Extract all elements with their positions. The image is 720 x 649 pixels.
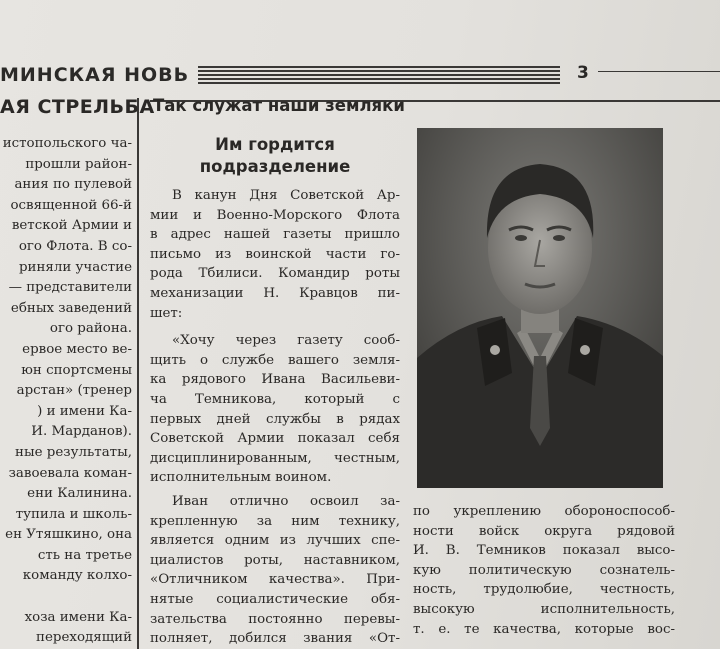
masthead-rule-right — [598, 71, 720, 75]
text-line: мии и Военно-Морского Флота — [150, 207, 400, 223]
text-line: ) и имени Ка- — [37, 403, 132, 419]
text-line: «Хочу через газету сооб- — [172, 333, 400, 349]
text-line: И. Марданов). — [31, 424, 132, 440]
text-line — [0, 587, 132, 608]
article-body — [150, 186, 400, 488]
text-line: хоза имени Ка- — [24, 609, 132, 625]
text-line: В канун Дня Советской Ар- — [172, 188, 400, 203]
text-line: ервое место ве- — [22, 341, 132, 357]
article-body-continued — [150, 492, 400, 649]
text-line: сть на третье — [37, 547, 132, 563]
text-line: ания по пулевой — [14, 177, 132, 193]
text-line: — представители — [8, 280, 132, 296]
text-line: ные результаты, — [15, 444, 132, 460]
text-line: первых дней службы в рядах — [150, 411, 400, 427]
text-line: зательства постоянно перевы- — [150, 611, 400, 627]
text-line: в адрес нашей газеты пришло — [150, 227, 400, 243]
text-line: рода Тбилиси. Командир роты — [150, 266, 400, 282]
page-number: 3 — [577, 63, 589, 83]
text-line: исполнительным воином. — [150, 470, 332, 486]
paragraph-gap — [150, 323, 400, 331]
headline-line: Им гордится — [215, 135, 335, 154]
soldier-photo — [417, 128, 663, 488]
text-line: кую политическую сознатель- — [413, 562, 675, 578]
text-line: истопольского ча- — [2, 136, 132, 151]
text-line: ча Темникова, который с — [150, 391, 400, 407]
left-article-headline: АЯ СТРЕЛЬБА — [0, 96, 155, 118]
text-line: команду колхо- — [22, 568, 132, 584]
text-line: т. е. те качества, которые вос- — [413, 621, 675, 637]
text-line: ого Флота. В со- — [18, 238, 132, 254]
masthead-rule — [198, 66, 560, 88]
text-line: Советской Армии показал себя — [150, 431, 400, 447]
text-line: ность, трудолюбие, честность, — [413, 582, 675, 598]
text-line: ка рядового Ивана Васильеви- — [150, 372, 400, 388]
text-line: ого района. — [49, 321, 132, 337]
text-line: нятые социалистические обя- — [150, 591, 400, 607]
article-continuation — [413, 502, 675, 639]
text-line: ветской Армии и — [11, 218, 132, 234]
text-line: ени Калинина. — [27, 486, 132, 502]
left-article-body — [0, 134, 132, 649]
text-line: дисциплинированным, честным, — [150, 450, 400, 466]
rubric: Так служат наши земляки — [153, 96, 405, 115]
text-line: крепленную за ним технику, — [150, 513, 400, 529]
text-line: ебных заведений — [10, 300, 132, 316]
text-line: механизации Н. Кравцов пи- — [150, 285, 400, 301]
text-line: письмо из воинской части го- — [150, 246, 400, 262]
text-line: полняет, добился звания «От- — [150, 631, 400, 647]
text-line: «Отличником качества». При- — [150, 572, 400, 588]
text-line: риняли участие — [18, 259, 132, 275]
text-line: И. В. Темников показал высо- — [413, 543, 675, 559]
text-line: юн спортсмены — [21, 362, 132, 378]
column-divider — [137, 98, 139, 649]
text-line: Иван отлично освоил за- — [172, 494, 400, 509]
text-line: освященной 66-й — [10, 197, 132, 213]
text-line: ности войск округа рядовой — [413, 523, 675, 539]
text-line: высокую исполнительность, — [413, 601, 675, 617]
text-line: циалистов роты, наставником, — [150, 552, 400, 568]
text-line: переходящий — [36, 630, 132, 646]
text-line: по укреплению обороноспособ- — [413, 504, 675, 519]
text-line: является одним из лучших спе- — [150, 533, 400, 549]
headline-line: подразделение — [199, 157, 351, 176]
text-line: прошли район- — [25, 156, 132, 172]
text-line: щить о службе вашего земля- — [150, 352, 400, 368]
text-line: шет: — [150, 305, 183, 321]
masthead-title: МИНСКАЯ НОВЬ — [0, 64, 190, 86]
text-line: завоевала коман- — [8, 465, 132, 481]
portrait-image — [417, 128, 663, 488]
text-line: ен Утяшкино, она — [5, 527, 132, 543]
text-line: тупила и школь- — [15, 506, 132, 522]
text-line: арстан» (тренер — [16, 383, 132, 399]
article-headline — [150, 134, 400, 178]
